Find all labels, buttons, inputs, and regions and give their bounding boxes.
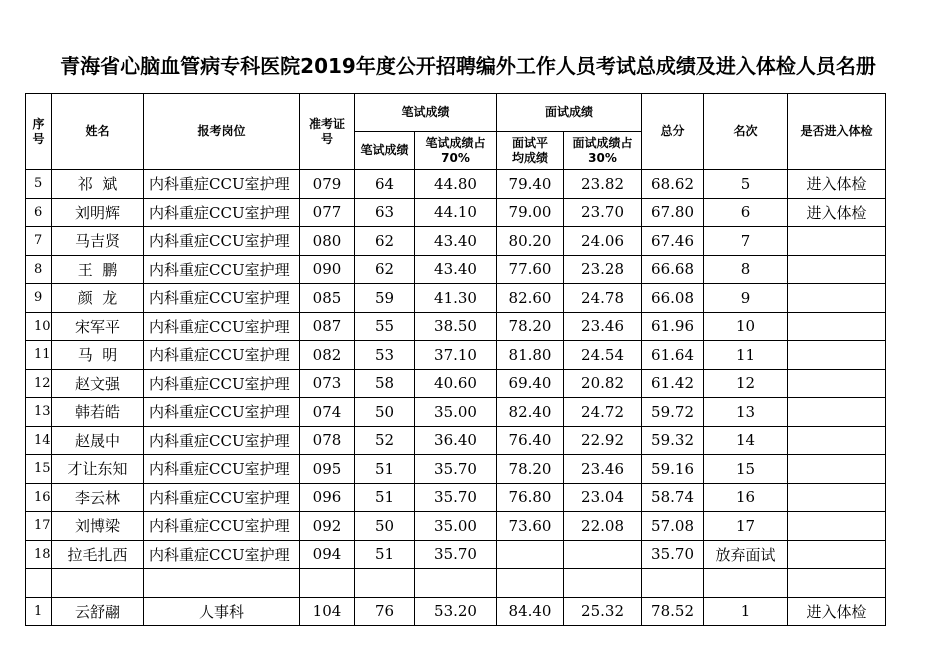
cell-written-score: 51 bbox=[355, 540, 415, 569]
cell-physical bbox=[788, 255, 886, 284]
header-name: 姓名 bbox=[52, 94, 144, 170]
cell-post: 内科重症CCU室护理 bbox=[144, 312, 300, 341]
cell-name: 刘明辉 bbox=[52, 198, 144, 227]
cell-physical bbox=[788, 426, 886, 455]
cell-rank: 9 bbox=[704, 284, 788, 313]
cell-seq: 6 bbox=[26, 198, 52, 227]
cell-written-score: 53 bbox=[355, 341, 415, 370]
cell-post: 内科重症CCU室护理 bbox=[144, 512, 300, 541]
cell-interview-avg: 84.40 bbox=[497, 597, 564, 626]
cell-interview-avg: 81.80 bbox=[497, 341, 564, 370]
cell-name: 拉毛扎西 bbox=[52, 540, 144, 569]
cell-ticket: 085 bbox=[300, 284, 355, 313]
cell-post: 内科重症CCU室护理 bbox=[144, 170, 300, 199]
table-row bbox=[26, 341, 886, 370]
cell-written-score bbox=[355, 569, 415, 598]
cell-name: 王 鹏 bbox=[52, 255, 144, 284]
results-table bbox=[25, 93, 886, 626]
cell-written-score: 52 bbox=[355, 426, 415, 455]
header-ticket: 准考证号 bbox=[300, 94, 355, 170]
cell-rank: 14 bbox=[704, 426, 788, 455]
header-written-score: 笔试成绩 bbox=[355, 132, 415, 170]
cell-total: 59.72 bbox=[642, 398, 704, 427]
cell-interview-avg: 69.40 bbox=[497, 369, 564, 398]
cell-interview-avg: 78.20 bbox=[497, 312, 564, 341]
cell-written-score: 59 bbox=[355, 284, 415, 313]
cell-name: 祁 斌 bbox=[52, 170, 144, 199]
cell-interview-avg: 78.20 bbox=[497, 455, 564, 484]
cell-ticket: 073 bbox=[300, 369, 355, 398]
cell-written-70: 44.10 bbox=[415, 198, 497, 227]
cell-ticket: 094 bbox=[300, 540, 355, 569]
cell-rank: 7 bbox=[704, 227, 788, 256]
cell-interview-30: 25.32 bbox=[564, 597, 642, 626]
cell-written-70: 35.00 bbox=[415, 512, 497, 541]
cell-physical: 进入体检 bbox=[788, 170, 886, 199]
cell-post: 内科重症CCU室护理 bbox=[144, 227, 300, 256]
cell-interview-30: 23.46 bbox=[564, 455, 642, 484]
cell-physical bbox=[788, 341, 886, 370]
cell-physical bbox=[788, 512, 886, 541]
cell-written-score: 51 bbox=[355, 455, 415, 484]
cell-ticket: 087 bbox=[300, 312, 355, 341]
cell-written-score: 62 bbox=[355, 255, 415, 284]
header-written-70: 笔试成绩占70% bbox=[415, 132, 497, 170]
cell-rank: 10 bbox=[704, 312, 788, 341]
cell-rank bbox=[704, 569, 788, 598]
cell-written-score: 50 bbox=[355, 512, 415, 541]
cell-interview-30: 22.08 bbox=[564, 512, 642, 541]
header-interview-30: 面试成绩占30% bbox=[564, 132, 642, 170]
page-title: 青海省心脑血管病专科医院2019年度公开招聘编外工作人员考试总成绩及进入体检人员名册 bbox=[60, 54, 876, 78]
cell-total: 66.68 bbox=[642, 255, 704, 284]
cell-physical bbox=[788, 369, 886, 398]
cell-written-70: 37.10 bbox=[415, 341, 497, 370]
cell-interview-avg: 80.20 bbox=[497, 227, 564, 256]
cell-ticket: 092 bbox=[300, 512, 355, 541]
table-row bbox=[26, 312, 886, 341]
cell-name: 马 明 bbox=[52, 341, 144, 370]
cell-written-70: 35.70 bbox=[415, 483, 497, 512]
table-row bbox=[26, 227, 886, 256]
cell-post: 内科重症CCU室护理 bbox=[144, 284, 300, 313]
cell-written-score: 62 bbox=[355, 227, 415, 256]
cell-rank: 放弃面试 bbox=[704, 540, 788, 569]
cell-rank: 12 bbox=[704, 369, 788, 398]
cell-rank: 6 bbox=[704, 198, 788, 227]
cell-post: 内科重症CCU室护理 bbox=[144, 255, 300, 284]
header-written-group: 笔试成绩 bbox=[355, 94, 497, 132]
cell-rank: 11 bbox=[704, 341, 788, 370]
cell-physical bbox=[788, 284, 886, 313]
cell-total: 59.32 bbox=[642, 426, 704, 455]
cell-written-70: 41.30 bbox=[415, 284, 497, 313]
cell-name: 赵晟中 bbox=[52, 426, 144, 455]
cell-physical bbox=[788, 569, 886, 598]
cell-seq: 16 bbox=[26, 483, 52, 512]
cell-name: 赵文强 bbox=[52, 369, 144, 398]
cell-seq: 18 bbox=[26, 540, 52, 569]
cell-written-score: 64 bbox=[355, 170, 415, 199]
cell-ticket: 104 bbox=[300, 597, 355, 626]
cell-interview-avg: 82.60 bbox=[497, 284, 564, 313]
cell-interview-30: 20.82 bbox=[564, 369, 642, 398]
cell-interview-avg bbox=[497, 540, 564, 569]
cell-post: 内科重症CCU室护理 bbox=[144, 341, 300, 370]
cell-name: 李云林 bbox=[52, 483, 144, 512]
cell-seq: 13 bbox=[26, 398, 52, 427]
cell-interview-avg: 82.40 bbox=[497, 398, 564, 427]
cell-total: 58.74 bbox=[642, 483, 704, 512]
cell-ticket: 078 bbox=[300, 426, 355, 455]
table-row bbox=[26, 255, 886, 284]
cell-rank: 1 bbox=[704, 597, 788, 626]
cell-written-70: 40.60 bbox=[415, 369, 497, 398]
cell-written-70: 38.50 bbox=[415, 312, 497, 341]
cell-total: 57.08 bbox=[642, 512, 704, 541]
cell-interview-avg: 76.40 bbox=[497, 426, 564, 455]
cell-post: 内科重症CCU室护理 bbox=[144, 540, 300, 569]
cell-interview-avg: 79.00 bbox=[497, 198, 564, 227]
cell-physical bbox=[788, 540, 886, 569]
cell-ticket: 090 bbox=[300, 255, 355, 284]
cell-rank: 13 bbox=[704, 398, 788, 427]
cell-ticket: 077 bbox=[300, 198, 355, 227]
cell-written-score: 50 bbox=[355, 398, 415, 427]
table-row bbox=[26, 483, 886, 512]
cell-written-70: 44.80 bbox=[415, 170, 497, 199]
cell-name: 刘博梁 bbox=[52, 512, 144, 541]
cell-rank: 17 bbox=[704, 512, 788, 541]
table-row bbox=[26, 597, 886, 626]
cell-written-score: 58 bbox=[355, 369, 415, 398]
cell-ticket: 096 bbox=[300, 483, 355, 512]
cell-total: 61.42 bbox=[642, 369, 704, 398]
cell-name: 韩若皓 bbox=[52, 398, 144, 427]
cell-post: 内科重症CCU室护理 bbox=[144, 398, 300, 427]
cell-interview-30: 24.72 bbox=[564, 398, 642, 427]
table-row bbox=[26, 170, 886, 199]
header-interview-avg: 面试平均成绩 bbox=[497, 132, 564, 170]
cell-seq: 15 bbox=[26, 455, 52, 484]
cell-written-score: 76 bbox=[355, 597, 415, 626]
cell-name: 才让东知 bbox=[52, 455, 144, 484]
table-row bbox=[26, 398, 886, 427]
cell-post: 内科重症CCU室护理 bbox=[144, 483, 300, 512]
cell-total: 66.08 bbox=[642, 284, 704, 313]
cell-written-70 bbox=[415, 569, 497, 598]
cell-ticket: 074 bbox=[300, 398, 355, 427]
cell-seq: 17 bbox=[26, 512, 52, 541]
cell-rank: 8 bbox=[704, 255, 788, 284]
cell-written-70: 35.70 bbox=[415, 540, 497, 569]
cell-rank: 5 bbox=[704, 170, 788, 199]
cell-seq: 5 bbox=[26, 170, 52, 199]
cell-total: 61.96 bbox=[642, 312, 704, 341]
cell-written-score: 63 bbox=[355, 198, 415, 227]
cell-ticket: 080 bbox=[300, 227, 355, 256]
cell-seq: 12 bbox=[26, 369, 52, 398]
cell-written-70: 35.70 bbox=[415, 455, 497, 484]
cell-total: 68.62 bbox=[642, 170, 704, 199]
header-seq: 序号 bbox=[26, 94, 52, 170]
cell-seq: 9 bbox=[26, 284, 52, 313]
cell-interview-30: 23.82 bbox=[564, 170, 642, 199]
cell-ticket bbox=[300, 569, 355, 598]
cell-post: 人事科 bbox=[144, 597, 300, 626]
table-row bbox=[26, 284, 886, 313]
header-total: 总分 bbox=[642, 94, 704, 170]
cell-name: 宋军平 bbox=[52, 312, 144, 341]
table-row bbox=[26, 455, 886, 484]
cell-interview-30: 23.04 bbox=[564, 483, 642, 512]
header-rank: 名次 bbox=[704, 94, 788, 170]
table-row bbox=[26, 569, 886, 598]
cell-written-70: 36.40 bbox=[415, 426, 497, 455]
cell-seq: 8 bbox=[26, 255, 52, 284]
cell-physical: 进入体检 bbox=[788, 597, 886, 626]
cell-rank: 15 bbox=[704, 455, 788, 484]
cell-interview-avg bbox=[497, 569, 564, 598]
cell-post: 内科重症CCU室护理 bbox=[144, 198, 300, 227]
cell-physical: 进入体检 bbox=[788, 198, 886, 227]
cell-name bbox=[52, 569, 144, 598]
cell-interview-30 bbox=[564, 540, 642, 569]
cell-physical bbox=[788, 483, 886, 512]
cell-post: 内科重症CCU室护理 bbox=[144, 369, 300, 398]
cell-name: 马吉贤 bbox=[52, 227, 144, 256]
cell-seq bbox=[26, 569, 52, 598]
cell-seq: 7 bbox=[26, 227, 52, 256]
cell-total: 67.80 bbox=[642, 198, 704, 227]
cell-total: 61.64 bbox=[642, 341, 704, 370]
cell-interview-30: 24.54 bbox=[564, 341, 642, 370]
cell-written-70: 53.20 bbox=[415, 597, 497, 626]
cell-interview-30: 24.06 bbox=[564, 227, 642, 256]
table-row bbox=[26, 512, 886, 541]
cell-written-score: 51 bbox=[355, 483, 415, 512]
cell-physical bbox=[788, 455, 886, 484]
cell-interview-30: 24.78 bbox=[564, 284, 642, 313]
cell-seq: 11 bbox=[26, 341, 52, 370]
cell-interview-avg: 79.40 bbox=[497, 170, 564, 199]
cell-physical bbox=[788, 312, 886, 341]
cell-written-70: 35.00 bbox=[415, 398, 497, 427]
cell-total: 35.70 bbox=[642, 540, 704, 569]
header-interview-group: 面试成绩 bbox=[497, 94, 642, 132]
table-row bbox=[26, 426, 886, 455]
cell-seq: 14 bbox=[26, 426, 52, 455]
cell-rank: 16 bbox=[704, 483, 788, 512]
cell-interview-avg: 76.80 bbox=[497, 483, 564, 512]
cell-seq: 1 bbox=[26, 597, 52, 626]
cell-interview-30 bbox=[564, 569, 642, 598]
cell-ticket: 082 bbox=[300, 341, 355, 370]
cell-written-70: 43.40 bbox=[415, 255, 497, 284]
cell-post: 内科重症CCU室护理 bbox=[144, 426, 300, 455]
table-row bbox=[26, 198, 886, 227]
cell-name: 云舒翮 bbox=[52, 597, 144, 626]
table-row bbox=[26, 369, 886, 398]
cell-total: 67.46 bbox=[642, 227, 704, 256]
cell-total: 59.16 bbox=[642, 455, 704, 484]
cell-interview-30: 23.70 bbox=[564, 198, 642, 227]
cell-interview-avg: 73.60 bbox=[497, 512, 564, 541]
cell-ticket: 079 bbox=[300, 170, 355, 199]
cell-post bbox=[144, 569, 300, 598]
cell-total bbox=[642, 569, 704, 598]
cell-written-score: 55 bbox=[355, 312, 415, 341]
cell-name: 颜 龙 bbox=[52, 284, 144, 313]
cell-physical bbox=[788, 398, 886, 427]
cell-written-70: 43.40 bbox=[415, 227, 497, 256]
header-post: 报考岗位 bbox=[144, 94, 300, 170]
table-row bbox=[26, 540, 886, 569]
cell-physical bbox=[788, 227, 886, 256]
cell-total: 78.52 bbox=[642, 597, 704, 626]
cell-interview-30: 23.46 bbox=[564, 312, 642, 341]
cell-interview-30: 22.92 bbox=[564, 426, 642, 455]
cell-interview-avg: 77.60 bbox=[497, 255, 564, 284]
cell-post: 内科重症CCU室护理 bbox=[144, 455, 300, 484]
cell-seq: 10 bbox=[26, 312, 52, 341]
cell-interview-30: 23.28 bbox=[564, 255, 642, 284]
cell-ticket: 095 bbox=[300, 455, 355, 484]
header-physical: 是否进入体检 bbox=[788, 94, 886, 170]
